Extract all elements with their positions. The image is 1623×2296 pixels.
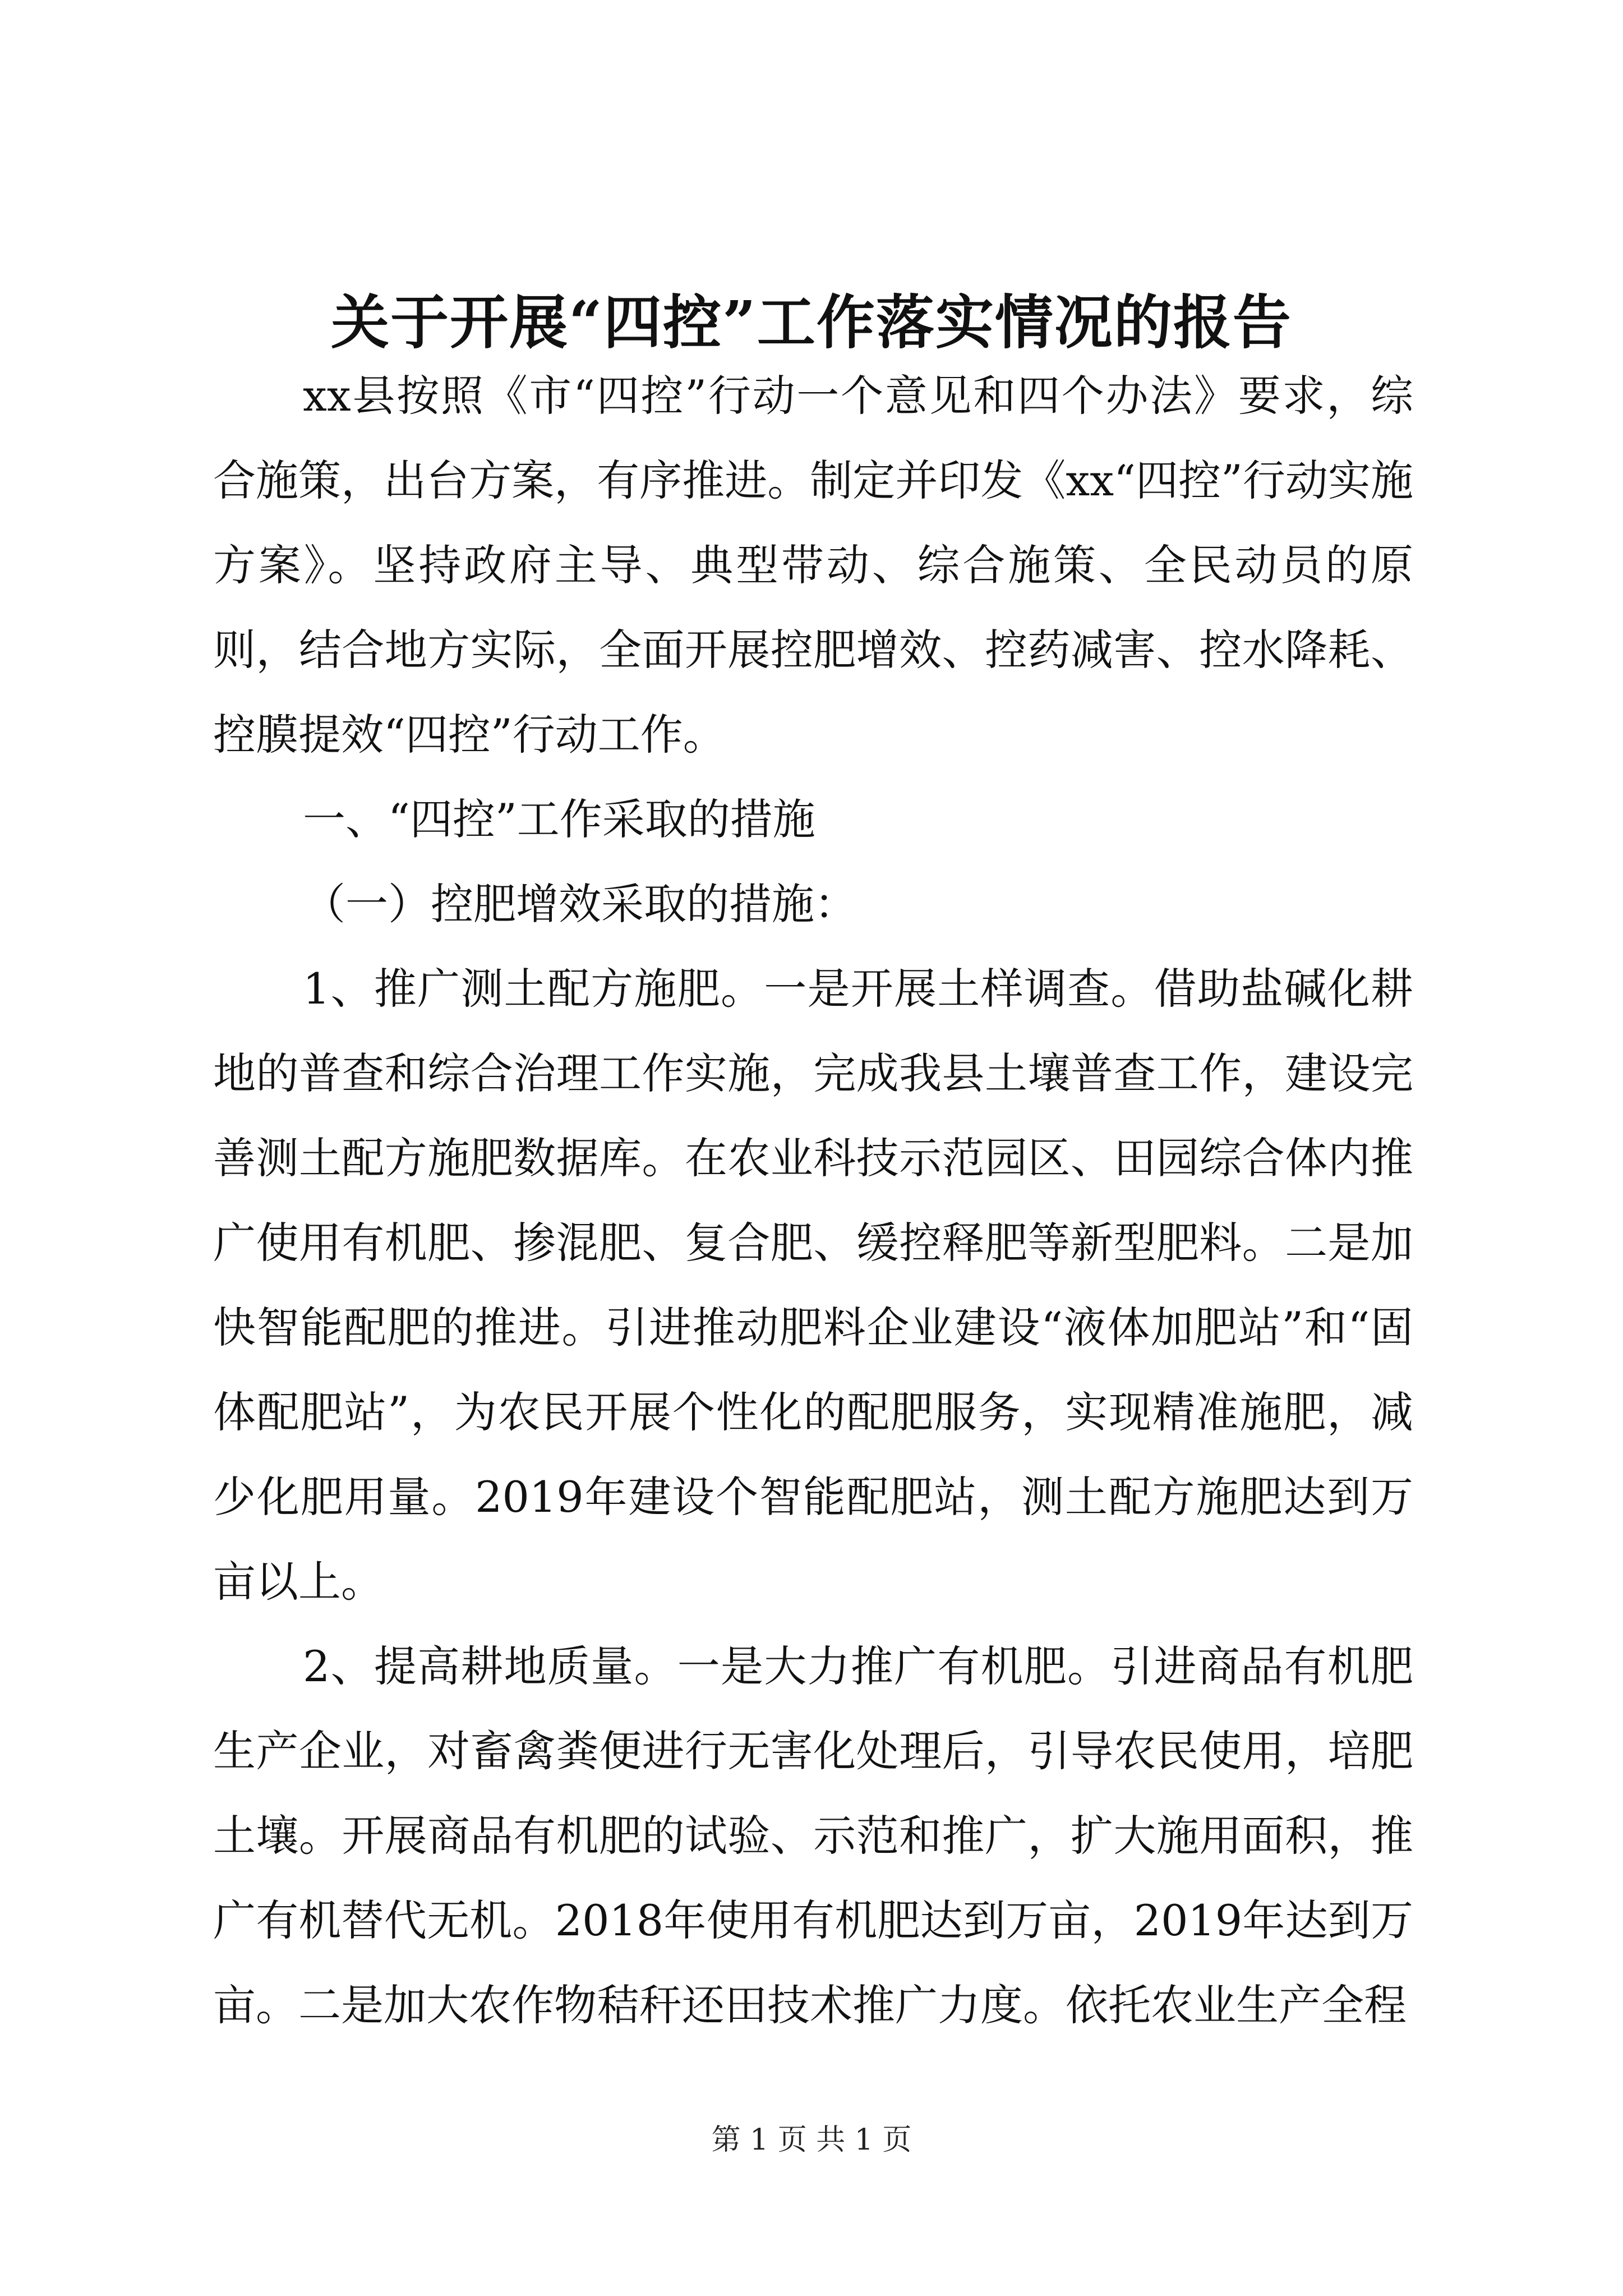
paragraph-intro: xx县按照《市“四控”行动一个意见和四个办法》要求，综合施策，出台方案，有序推进。制定并印发《xx“四控”行动实施方案》。坚持政府主导、典型带动、综合施策、全民动员的原则，结合地方实际，全面开展控肥增效、控药减害、控水降耗、控膜提效“四控”行动工作。 bbox=[213, 371, 1413, 760]
document-body bbox=[213, 353, 1413, 2047]
document-title: 关于开展“四控”工作落实情况的报告 bbox=[331, 288, 1292, 357]
paragraph-item-2: 2、提高耕地质量。一是大力推广有机肥。引进商品有机肥生产企业，对畜禽粪便进行无害化处理后，引导农民使用，培肥土壤。开展商品有机肥的试验、示范和推广，扩大施用面积，推广有机替代无机。2018年使用有机肥达到万亩，2019年达到万亩。二是加大农作物秸秆还田技术推广力度。依托农业生产全程 bbox=[213, 1641, 1413, 2030]
subsection-heading: （一）控肥增效采取的措施： bbox=[303, 879, 857, 929]
page-footer: 第 1 页 共 1 页 bbox=[711, 2123, 912, 2157]
section-heading: 一、“四控”工作采取的措施 bbox=[303, 794, 815, 844]
paragraph-item-1: 1、推广测土配方施肥。一是开展土样调查。借助盐碱化耕地的普查和综合治理工作实施，完成我县土壤普查工作，建设完善测土配方施肥数据库。在农业科技示范园区、田园综合体内推广使用有机肥、掺混肥、复合肥、缓控释肥等新型肥料。二是加快智能配肥的推进。引进推动肥料企业建设“液体加肥站”和“固体配肥站”，为农民开展个性化的配肥服务，实现精准施肥，减少化肥用量。2019年建设个智能配肥站，测土配方施肥达到万亩以上。 bbox=[213, 964, 1413, 1607]
